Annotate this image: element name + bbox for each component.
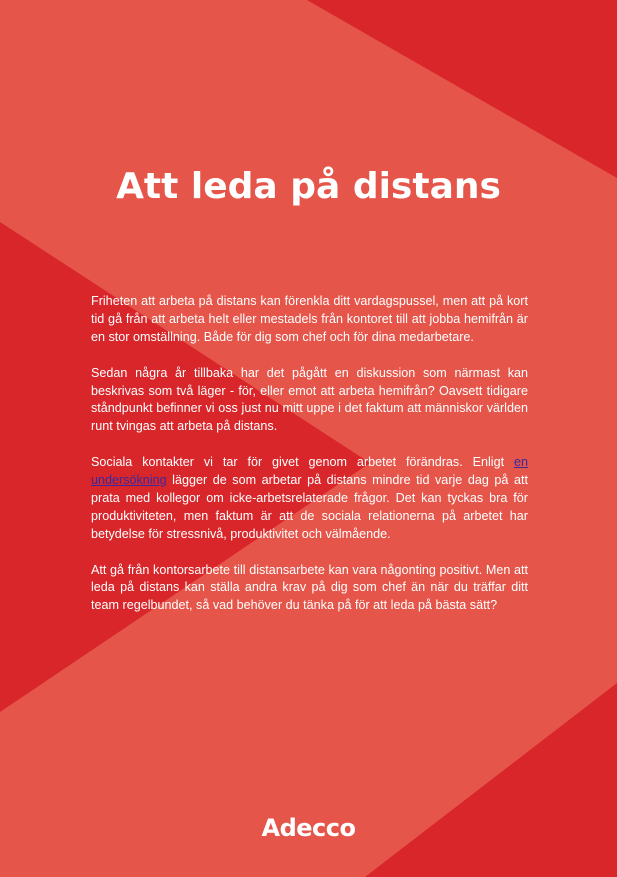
paragraph: Friheten att arbeta på distans kan förenkla ditt vardagspussel, men att på kort tid gå från att arbeta helt eller mestadels från kontoret till att jobba hemifrån är en stor omställning. Både för dig som chef och för dina medarbetare. bbox=[91, 294, 528, 344]
adecco-logo: Adecco bbox=[261, 814, 356, 842]
survey-link[interactable]: en undersökning bbox=[91, 455, 528, 488]
paragraph: Sedan några år tillbaka har det pågått en diskussion som närmast kan beskrivas som två läger - för, eller emot att arbeta hemifrån? Oavsett tidigare ståndpunkt befinner vi oss just nu mitt uppe i det faktum att människor världen runt tvingas att arbeta på distans. bbox=[91, 365, 528, 434]
body-text bbox=[91, 293, 528, 633]
paragraph-text: lägger de som arbetar på distans mindre tid varje dag på att prata med kollegor om icke-arbetsrelaterade frågor. Det kan tyckas bra för produktiviteten, men faktum är att de sociala relationerna på arbetet har betydelse för stressnivå, produktivitet och välmående. bbox=[91, 473, 528, 541]
paragraph bbox=[91, 454, 528, 544]
paragraph-text: Sociala kontakter vi tar för givet genom arbetet förändras. Enligt bbox=[91, 455, 514, 470]
paragraph: Att gå från kontorsarbete till distansarbete kan vara någonting positivt. Men att leda på distans kan ställa andra krav på dig som chef än när du träffar ditt team regelbundet, så vad behöver du tänka på för att leda på bästa sätt? bbox=[91, 562, 528, 613]
page-title: Att leda på distans bbox=[116, 166, 501, 207]
